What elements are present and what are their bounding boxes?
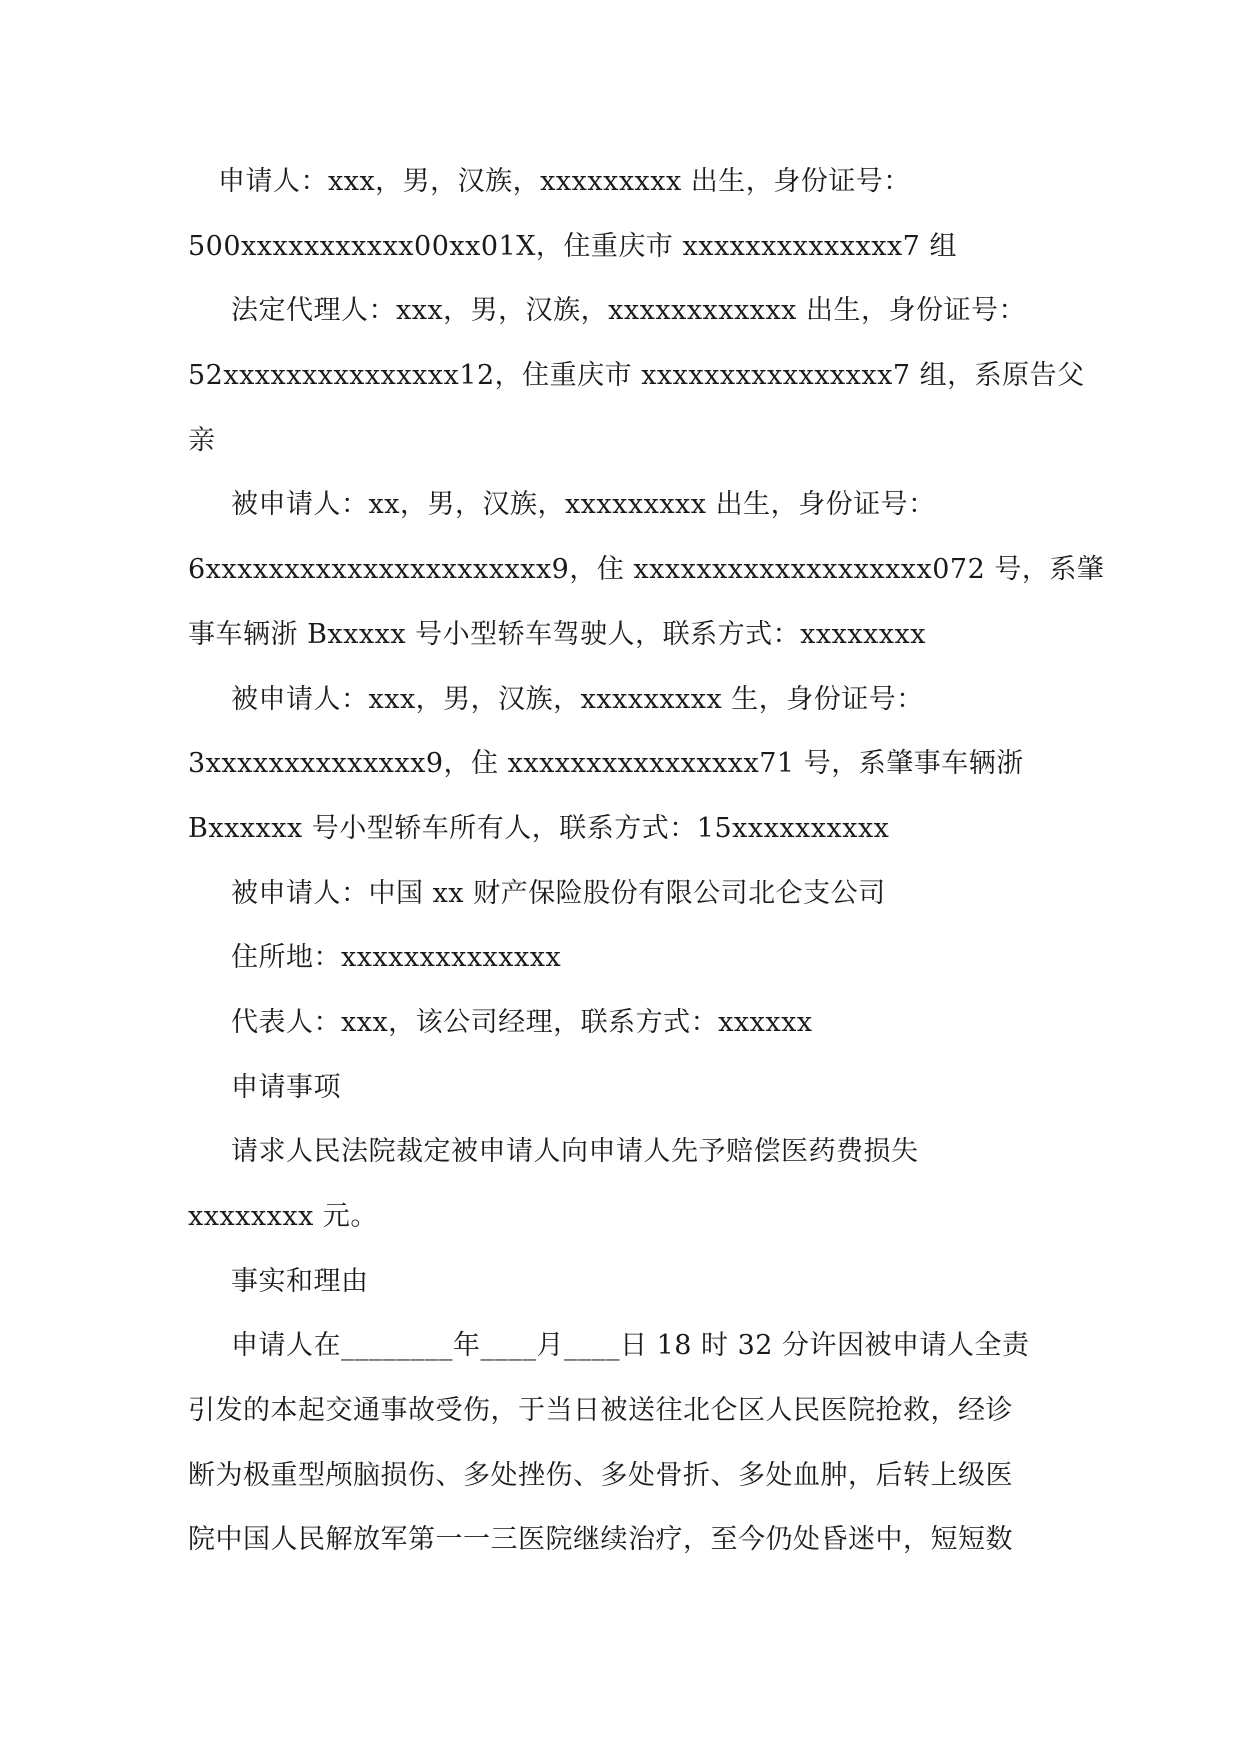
paragraph-line: 院中国人民解放军第一一三医院继续治疗，至今仍处昏迷中，短短数: [188, 1524, 1013, 1556]
paragraph-line: 被申请人：xx，男，汉族，xxxxxxxxx 出生，身份证号：: [231, 489, 936, 521]
document-body: [188, 150, 1105, 1573]
paragraph-line: 6xxxxxxxxxxxxxxxxxxxxxx9，住 xxxxxxxxxxxxxxxxxxx072 号，系肇: [188, 554, 1105, 586]
paragraph-line: 申请人在________年____月____日 18 时 32 分许因被申请人全责: [231, 1330, 1030, 1362]
section-heading: 申请事项: [231, 1071, 341, 1103]
paragraph-line: 事车辆浙 Bxxxxx 号小型轿车驾驶人，联系方式：xxxxxxxx: [188, 618, 926, 650]
paragraph-line: 引发的本起交通事故受伤，于当日被送往北仑区人民医院抢救，经诊: [188, 1395, 1013, 1427]
paragraph-line: 法定代理人：xxx，男，汉族，xxxxxxxxxxxx 出生，身份证号：: [231, 295, 1026, 327]
paragraph-line: 亲: [188, 424, 216, 456]
paragraph-line: 被申请人：中国 xx 财产保险股份有限公司北仑支公司: [231, 877, 886, 909]
paragraph-line: 3xxxxxxxxxxxxxx9，住 xxxxxxxxxxxxxxxx71 号，系肇事车辆浙: [188, 748, 1024, 780]
paragraph-line: Bxxxxxx 号小型轿车所有人，联系方式：15xxxxxxxxxx: [188, 812, 890, 844]
paragraph-line: 断为极重型颅脑损伤、多处挫伤、多处骨折、多处血肿，后转上级医: [188, 1459, 1013, 1491]
paragraph-line: 申请人：xxx，男，汉族，xxxxxxxxx 出生，身份证号：: [218, 166, 911, 197]
paragraph-line: 被申请人：xxx，男，汉族，xxxxxxxxx 生，身份证号：: [231, 683, 924, 715]
paragraph-line: 代表人：xxx，该公司经理，联系方式：xxxxxx: [231, 1006, 813, 1038]
paragraph-line: 52xxxxxxxxxxxxxxx12，住重庆市 xxxxxxxxxxxxxxxx7 组，系原告父: [188, 360, 1085, 392]
paragraph-line: 500xxxxxxxxxxx00xx01X，住重庆市 xxxxxxxxxxxxxx7 组: [188, 230, 957, 262]
paragraph-line: 请求人民法院裁定被申请人向申请人先予赔偿医药费损失: [231, 1136, 919, 1168]
section-heading: 事实和理由: [231, 1265, 369, 1297]
paragraph-line: xxxxxxxx 元。: [188, 1201, 378, 1232]
paragraph-line: 住所地：xxxxxxxxxxxxxx: [231, 942, 562, 974]
